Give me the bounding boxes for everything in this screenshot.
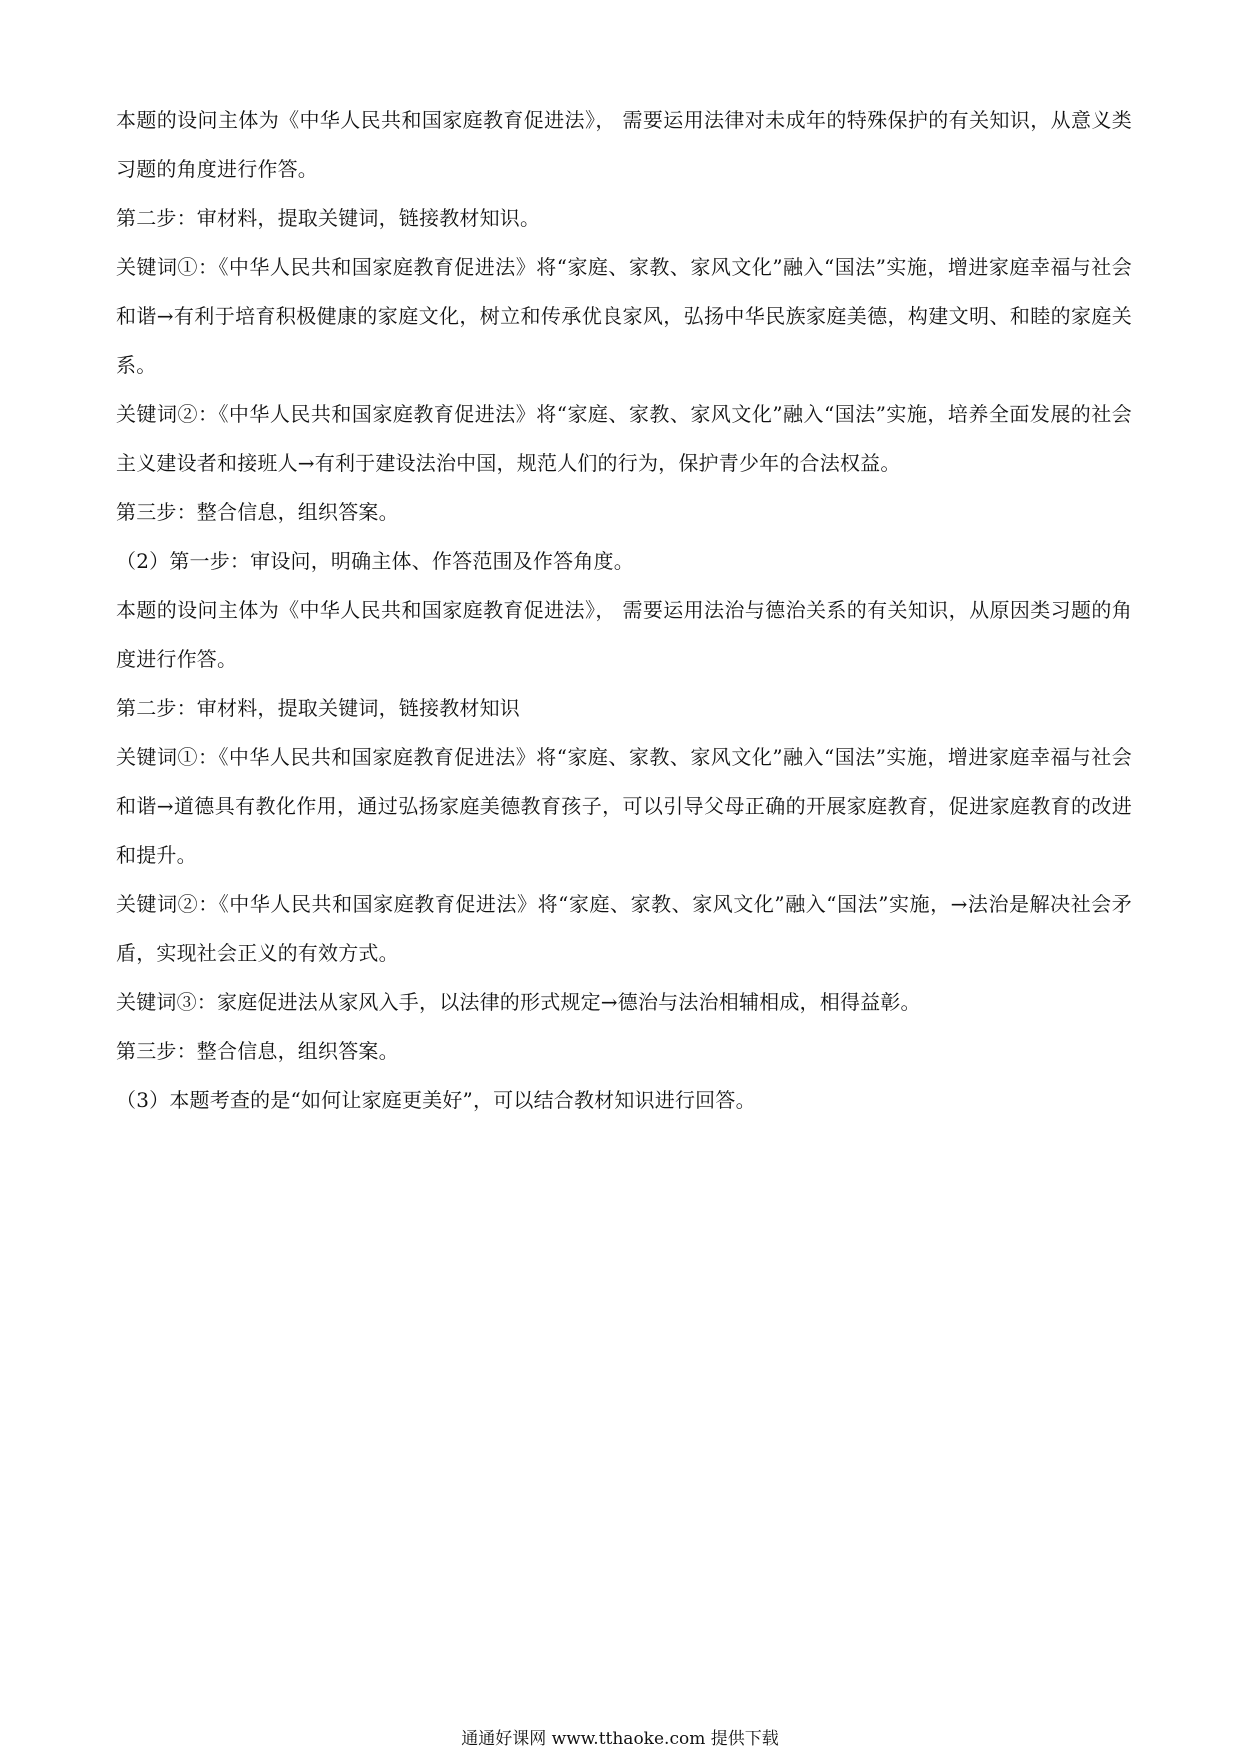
paragraph-step-two-2: 第二步：审材料，提取关键词，链接教材知识 xyxy=(116,696,520,720)
paragraph-subject-analysis-1: 本题的设问主体为《中华人民共和国家庭教育促进法》， 需要运用法律对未成年的特殊保护的有关知识，从意义类习题的角度进行作答。 xyxy=(116,108,1132,181)
paragraph-question-2-step-one: （2）第一步：审设问，明确主体、作答范围及作答角度。 xyxy=(116,549,634,573)
paragraph-keyword-1a: 关键词①：《中华人民共和国家庭教育促进法》将“家庭、家教、家风文化”融入“国法”实施，增进家庭幸福与社会和谐→有利于培育积极健康的家庭文化，树立和传承优良家风，弘扬中华民族家庭美德，构建文明、和睦的家庭关系。 xyxy=(116,255,1132,377)
paragraph-keyword-1b: 关键词②：《中华人民共和国家庭教育促进法》将“家庭、家教、家风文化”融入“国法”实施，培养全面发展的社会主义建设者和接班人→有利于建设法治中国，规范人们的行为，保护青少年的合法权益。 xyxy=(116,402,1132,475)
paragraph-step-two-1: 第二步：审材料，提取关键词，链接教材知识。 xyxy=(116,206,541,230)
paragraph-question-3: （3）本题考查的是“如何让家庭更美好”，可以结合教材知识进行回答。 xyxy=(116,1088,756,1112)
paragraph-keyword-2a: 关键词①：《中华人民共和国家庭教育促进法》将“家庭、家教、家风文化”融入“国法”实施，增进家庭幸福与社会和谐→道德具有教化作用，通过弘扬家庭美德教育孩子，可以引导父母正确的开展家庭教育，促进家庭教育的改进和提升。 xyxy=(116,745,1132,867)
paragraph-keyword-2b: 关键词②：《中华人民共和国家庭教育促进法》将“家庭、家教、家风文化”融入“国法”实施，→法治是解决社会矛盾，实现社会正义的有效方式。 xyxy=(116,892,1132,965)
paragraph-subject-analysis-2: 本题的设问主体为《中华人民共和国家庭教育促进法》， 需要运用法治与德治关系的有关知识，从原因类习题的角度进行作答。 xyxy=(116,598,1132,671)
answer-analysis-body xyxy=(116,96,1132,1125)
paragraph-step-three-2: 第三步：整合信息，组织答案。 xyxy=(116,1039,399,1063)
paragraph-step-three-1: 第三步：整合信息，组织答案。 xyxy=(116,500,399,524)
page-footer: 通通好课网 www.tthaoke.com 提供下载 xyxy=(461,1729,779,1749)
paragraph-keyword-2c: 关键词③：家庭促进法从家风入手，以法律的形式规定→德治与法治相辅相成，相得益彰。 xyxy=(116,990,921,1014)
